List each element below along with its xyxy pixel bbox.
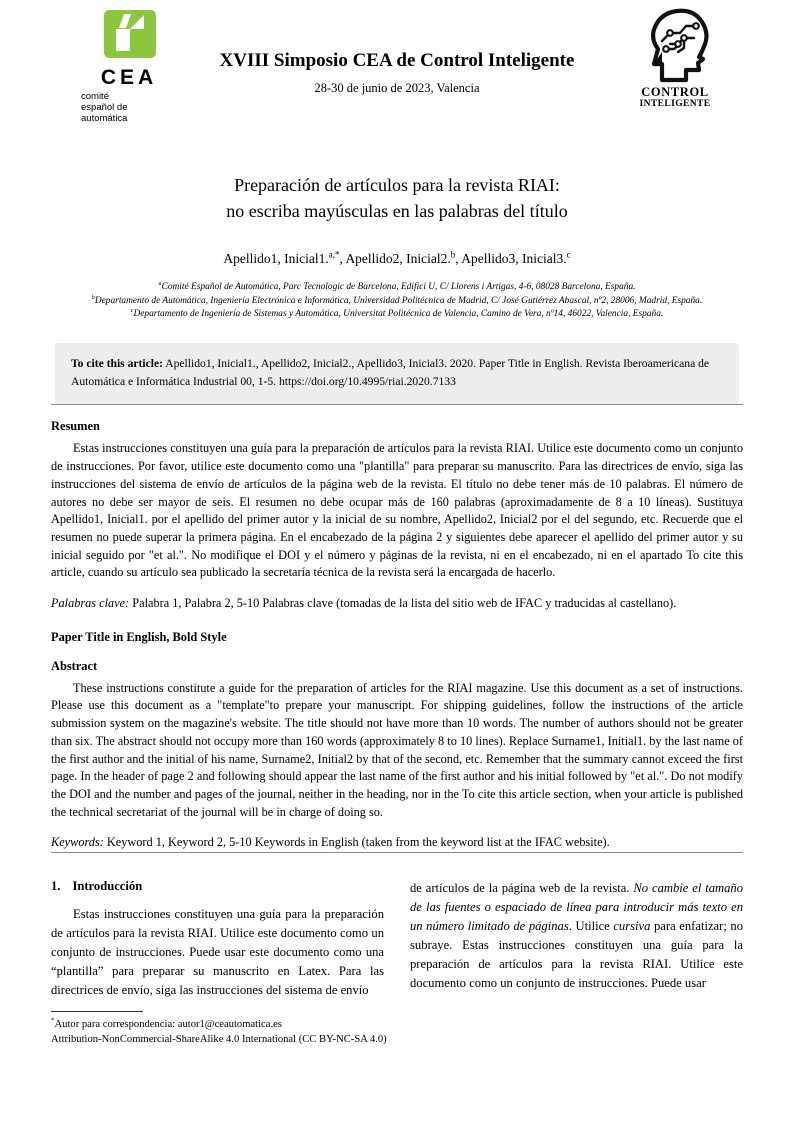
section-1-number: 1. xyxy=(51,879,61,894)
footnote-correspondence: Autor para correspondencia: autor1@ceautomatica.es xyxy=(54,1018,282,1030)
english-paper-title: Paper Title in English, Bold Style xyxy=(51,629,227,644)
author-3-affil-marker: c xyxy=(566,249,571,260)
keywords-label: Keywords: xyxy=(51,835,104,850)
column-right xyxy=(410,879,743,999)
section-1-heading xyxy=(51,879,384,894)
affiliation-list xyxy=(51,281,743,321)
footnote-divider xyxy=(51,1011,143,1012)
column-left xyxy=(51,879,384,999)
affiliation-c-marker: c xyxy=(130,306,134,314)
conference-date: 28-30 de junio de 2023, Valencia xyxy=(314,80,480,95)
affiliation-a xyxy=(51,281,743,294)
affiliation-b-text: Departamento de Automática, Ingeniería Electrónica e Informática, Universidad Politécnica de Madrid, C/ José Gutiérrez Abascal, nº2, 28006, Madrid, España. xyxy=(94,295,703,306)
footnote-line-2: Attribution-NonCommercial-ShareAlike 4.0 International (CC BY-NC-SA 4.0) xyxy=(51,1033,387,1045)
citation-box xyxy=(55,343,739,404)
section-1-title: Introducción xyxy=(72,879,143,894)
section-1-right-italic-1: No cambie el tamaño de las fuentes o espaciado de línea para introducir más texto en un número limitado de páginas xyxy=(410,881,743,933)
resumen-body: Estas instrucciones constituyen una guía para la preparación de artículos para la revista RIAI. Utilice este documento como un conjunto de instrucciones. Por favor, utilice este documento como una "plantilla" para preparar su manuscrito. Para las directrices de envío, siga las instrucciones del sistema de envío de artículos de la página web de la revista. El título no debe tener más de 10 palabras. El número de autores no debe ser mayor de seis. El resumen no debe ocupar más de 160 palabras (aproximadamente de 8 a 10 líneas). Sustituya Apellido1, Inicial1. por el apellido del primer autor y la inicial de su nombre, Apellido2, Inicial2 por el del segundo, etc. Recuerde que el resumen no puede superar la primera página. En el encabezado de la página 2 y siguientes debe aparecer el apellido del primer autor y su inicial seguido por "et al.". No modifique el DOI y el número y páginas de la revista, ni en el encabezado, ni en el apartado To cite this article, cuando su artículo sea publicado la secretaría técnica de la revista será la encargada de hacerlo. xyxy=(51,441,743,580)
affiliation-c-text: Departamento de Ingeniería de Sistemas y Automática, Universitat Politécnica de Valencia, Camino de Vera, nº14, 46022, Valencia, España. xyxy=(133,308,664,319)
control-inteligente-logo xyxy=(621,2,729,109)
head-circuit-icon xyxy=(632,2,718,88)
divider-below-keywords xyxy=(51,852,743,853)
cea-subtitle xyxy=(75,91,183,125)
author-3-name: Apellido3, Inicial3. xyxy=(461,251,567,267)
resumen-heading: Resumen xyxy=(51,419,100,434)
author-list: Apellido1, Inicial1.$^{a,*}$, Apellido2, Inicial2.$^b$, Apellido3, Inicial3.$^c$ xyxy=(223,249,571,267)
section-1-paragraph-right xyxy=(410,879,743,992)
affiliation-b xyxy=(51,295,743,308)
section-1-right-pre: de artículos de la página web de la revista. xyxy=(410,881,634,896)
author-1-affil-marker: a,* xyxy=(328,249,340,260)
cea-subtitle-line-1: comité xyxy=(81,91,109,103)
citation-label: To cite this article: xyxy=(71,357,163,371)
abstract-body: These instructions constitute a guide for the preparation of articles for the RIAI magazine. Use this document as a set of instructions. Please use this document as a "template"to prepare your manuscript. For shipping guidelines, follow the instructions of the article submission system on the magazine's website. The title should not have more than 10 words. The number of authors should not be greater than six. The abstract should not occupy more than 160 words (approximately 8 to 10 lines). Replace Surname1, Initial1. by the last name of the first author and the initial of his name, Surname2, Initial2 by that of the second, etc. Remember that the summary cannot exceed the first page. In the header of page 2 and following should appear the last name of the first author and his initial followed by "et al.". Do not modify the DOI and the number and pages of the journal, neither in the heading, nor in the To cite this article section, when your article is published the technical secretariat of the journal will be in charge of doing so. xyxy=(51,680,743,819)
paper-title-line-2: no escriba mayúsculas en las palabras del título xyxy=(226,201,568,222)
affiliation-c xyxy=(51,308,743,321)
cea-wordmark: CEA xyxy=(100,66,158,89)
affiliation-a-text: Comité Español de Automática, Parc Tecnologic de Barcelona, Edifici U, C/ Llorens i Artigas, 4-6, 08028 Barcelona, España. xyxy=(161,282,636,293)
two-column-body xyxy=(51,879,743,999)
cea-mark-icon xyxy=(100,6,158,64)
divider-above-resumen xyxy=(51,404,743,405)
citation-text: Apellido1, Inicial1., Apellido2, Inicial2., Apellido3, Inicial3. 2020. Paper Title in English. Revista Iberoamericana de Automática e Informática Industrial 00, 1-5. https://doi.org/10.4995/riai.2020.7133 xyxy=(71,357,710,388)
author-2-affil-marker: b xyxy=(450,249,456,260)
abstract-heading: Abstract xyxy=(51,658,98,673)
ci-wordmark-line-1: CONTROL xyxy=(641,85,709,99)
footnote-block xyxy=(51,1011,471,1047)
paper-title xyxy=(51,172,743,224)
cea-logo xyxy=(75,6,183,125)
keywords-text: Keyword 1, Keyword 2, 5-10 Keywords in English (taken from the keyword list at the IFAC website). xyxy=(103,835,610,850)
affiliation-b-marker: b xyxy=(91,293,95,301)
palabras-clave-label: Palabras clave: xyxy=(51,596,130,611)
cea-subtitle-line-3: automática xyxy=(81,113,128,125)
affiliation-a-marker: a xyxy=(158,280,162,288)
ci-wordmark-line-2: INTELIGENTE xyxy=(639,98,711,109)
author-2-name: Apellido2, Inicial2. xyxy=(345,251,451,267)
palabras-clave-text: Palabra 1, Palabra 2, 5-10 Palabras clave (tomadas de la lista del sitio web de IFAC y traducidas al castellano). xyxy=(129,596,677,611)
keywords-line xyxy=(51,834,743,852)
palabras-clave-line xyxy=(51,595,743,613)
section-1-right-mid: . Utilice xyxy=(568,918,614,933)
page-header xyxy=(51,0,743,128)
section-1-right-post: para enfatizar; no subraye. Estas instrucciones constituyen una guía para la preparación de artículos para la revista RIAI. Utilice este documento como un conjunto de instrucciones. Puede usar xyxy=(410,918,744,990)
author-1-name: Apellido1, Inicial1. xyxy=(223,251,329,267)
footnote-line-1 xyxy=(51,1017,471,1032)
cea-subtitle-line-2: español de xyxy=(81,102,128,114)
section-1-paragraph-left: Estas instrucciones constituyen una guía para la preparación de artículos para la revista RIAI. Utilice este documento como un conjunto de instrucciones. Puede usar este documento como una “plantilla” para preparar su manuscrito en Latex. Para las directrices de envío, siga las instrucciones del sistema de envío xyxy=(51,907,384,997)
conference-title: XVIII Simposio CEA de Control Inteligente xyxy=(219,50,575,71)
paper-title-line-1: Preparación de artículos para la revista RIAI: xyxy=(234,175,560,195)
footnote-marker: * xyxy=(51,1016,55,1025)
section-1-right-italic-2: cursiva xyxy=(613,918,651,933)
